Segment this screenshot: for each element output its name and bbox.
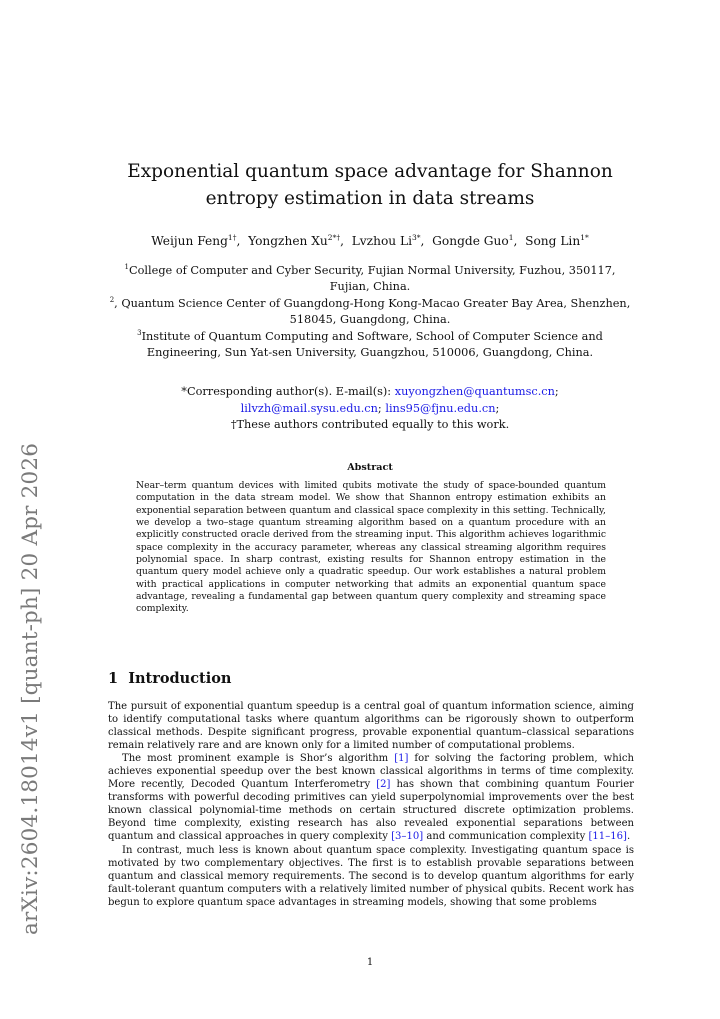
section-number: 1 [108,670,119,687]
author-mark: 1† [227,233,237,242]
author-name: Lvzhou Li [351,234,413,249]
text-run: and communication complexity [423,831,589,843]
affiliation-mark: 1 [124,263,129,271]
section-title: Introduction [128,670,232,687]
introduction-body [108,700,634,909]
email-link[interactable]: lilvzh@mail.sysu.edu.cn [240,401,378,415]
email-link[interactable]: xuyongzhen@quantumsc.cn [394,385,555,398]
paragraph: In contrast, much less is known about quantum space complexity. Investigating quantum space is motivated by two complementary objectives. The first is to establish provable separations between quantum and classical memory requirements. The second is to develop quantum algorithms for early fault-tolerant quantum computers with a relatively limited number of physical qubits. Recent work has begun to explore quantum space advantages in streaming models, showing that some problems [108,844,634,908]
paragraph: The pursuit of exponential quantum speedup is a central goal of quantum information science, aiming to identify computational tasks where quantum algorithms can be rigorously shown to outperform classical methods. Despite significant progress, provable exponential quantum–classical separations remain relatively rare and are known only for a limited number of computational problems. [108,701,634,752]
affiliation-1 [108,259,632,295]
author-mark: 3* [412,233,421,242]
affiliation-2 [108,292,632,328]
page-number: 1 [366,957,374,968]
affiliation-mark: 3 [137,329,142,337]
corresponding-label: *Corresponding author(s). E-mail(s): [181,385,395,398]
paper-title: Exponential quantum space advantage for Shannon entropy estimation in data streams [127,161,613,209]
affiliation-3 [108,325,632,361]
abstract-heading: Abstract [347,462,393,473]
paragraph [108,752,634,843]
author-name: Weijun Feng [151,234,228,249]
affiliation-text: Institute of Quantum Computing and Software, School of Computer Science and Engineering, Sun Yat-sen University, Guangzhou, 510006, Guangdong, China. [141,329,603,359]
corresponding-authors: *Corresponding author(s). E-mail(s): xuyongzhen@quantumsc.cn; lilvzh@mail.sysu.edu.cn; lins95@fjnu.edu.cn; †These authors contributed equally to this work. [181,385,559,431]
text-run: . [626,831,631,843]
author-mark: 2*† [327,233,341,242]
author-mark: 1 [508,233,514,242]
author-name: Song Lin [525,234,581,249]
affiliation-mark: 2 [109,296,115,304]
author-name: Yongzhen Xu [248,234,328,249]
abstract-text: Near–term quantum devices with limited qubits motivate the study of space-bounded quantum computation in the data stream model. We show that Shannon entropy estimation exhibits an exponential separation between quantum and classical space complexity in this setting. Technically, we develop a two–stage quantum streaming algorithm based on a quantum procedure with an explicitly constructed oracle derived from the streaming input. This algorithm achieves logarithmic space complexity in the accuracy parameter, whereas any classical streaming algorithm requires polynomial space. In sharp contrast, existing results for Shannon entropy estimation in the quantum query model achieve only a quadratic speedup. Our work establishes a natural problem with practical applications in computer networking that admits an exponential quantum space advantage, revealing a fundamental gap between quantum query complexity and streaming space complexity. [136,480,606,615]
equal-contribution-note: †These authors contributed equally to this work. [230,418,510,431]
author-mark: 1* [580,233,589,242]
text-run: The most prominent example is Shor’s algorithm [122,753,395,765]
author-name: Gongde Guo [432,234,509,249]
section-heading [108,670,231,687]
citation-link[interactable]: [11–16] [588,831,627,843]
citation-link[interactable]: [3–10] [391,831,424,843]
author-list: Weijun Feng$^{1\dagger}$, Yongzhen $Xu^{2*\dagger}$, Lvzhou $Li^{3*}$, Gongde Guo$^1$, Song Lin$^{1*}$ [151,233,589,249]
text-run: has shown that combining quantum Fourier transforms with powerful decoding primitives can yield superpolynomial improvements over the best known classical polynomial-time methods on certain structured discrete optimization problems. Beyond time complexity, existing research has also revealed exponential separations between quantum and classical approaches in query complexity [108,779,634,843]
arxiv-identifier: arXiv:2604.18014v1 [quant-ph] 20 Apr 2026 [18,442,43,935]
citation-link[interactable]: [2] [376,779,391,791]
text-run: for solving the factoring problem, which achieves exponential speedup over the best known classical algorithms in terms of time complexity. More recently, Decoded Quantum Interferometry [108,753,634,791]
affiliation-text: , Quantum Science Center of Guangdong-Hong Kong-Macao Greater Bay Area, Shenzhen, 518045, Guangdong, China. [114,296,631,326]
email-link[interactable]: lins95@fjnu.edu.cn [385,401,496,415]
citation-link[interactable]: [1] [394,753,409,765]
affiliation-text: College of Computer and Cyber Security, Fujian Normal University, Fuzhou, 350117, Fujian, China. [128,263,616,293]
